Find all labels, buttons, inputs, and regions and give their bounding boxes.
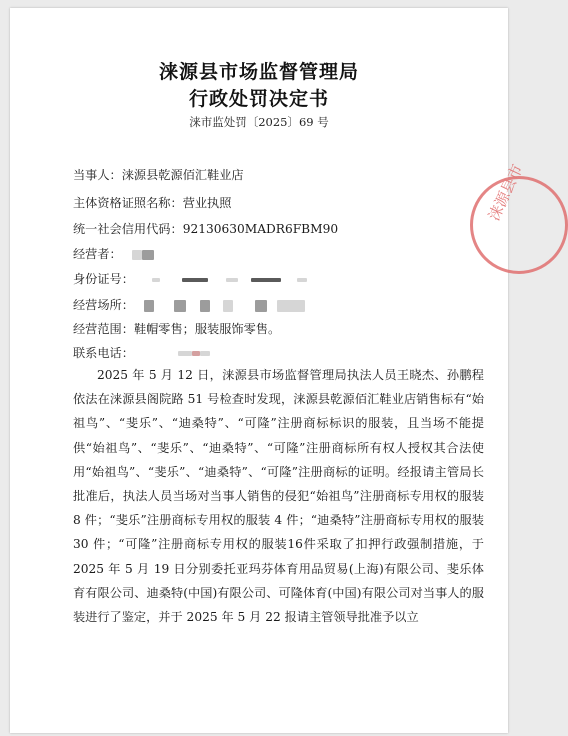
id-number-label: 身份证号： [73, 272, 134, 286]
phone-row [73, 344, 210, 361]
party-name-row [73, 166, 244, 183]
business-scope-row [73, 320, 280, 337]
agency-title: 涞源县市场监督管理局 [158, 61, 359, 83]
document-type-title: 行政处罚决定书 [188, 88, 329, 110]
document-number: 涞市监处罚〔2025〕69 号 [189, 115, 329, 129]
redaction-mark [251, 278, 281, 282]
credit-code-label: 统一社会信用代码： [73, 222, 183, 236]
operator-label: 经营者： [73, 247, 122, 261]
case-description-paragraph: 2025 年 5 月 12 日，涞源县市场监督管理局执法人员王晓杰、孙鹏程依法在涞源县阁院路 51 号检查时发现，涞源县乾源佰汇鞋业店销售标有“始祖鸟”、“斐乐”、“迪桑特”、“可隆”注册商标标识的服装，且当场不能提供“始祖鸟”、“斐乐”、“迪桑特”、“可隆”注册商标所有权人授权其合法使用“始祖鸟”、“斐乐”、“迪桑特”、“可隆”注册商标的证明。经报请主管局长批准后，执法人员当场对当事人销售的侵犯“始祖鸟”注册商标专用权的服装 8 件；“斐乐”注册商标专用权的服装 4 件；“迪桑特”注册商标专用权的服装 30 件；“可隆”注册商标专用权的服装16件采取了扣押行政强制措施，于 2025 年 5 月 19 日分别委托亚玛芬体育用品贸易(上海)有限公司、斐乐体育有限公司、迪桑特(中国)有限公司、可隆体育(中国)有限公司对当事人的服装进行了鉴定，并于 2025 年 5 月 22 报请主管领导批准予以立 [73, 368, 484, 625]
redaction-mark [277, 300, 305, 312]
redaction-mark [255, 300, 267, 312]
redaction-mark [142, 250, 154, 260]
party-name-value: 涞源县乾源佰汇鞋业店 [121, 168, 244, 182]
operator-row [73, 245, 154, 262]
redaction-mark [226, 278, 238, 282]
business-scope-label: 经营范围： [73, 322, 134, 336]
certificate-row [73, 194, 231, 211]
redaction-mark [174, 300, 186, 312]
credit-code-row [73, 220, 338, 237]
redaction-mark [182, 278, 208, 282]
business-address-label: 经营场所： [73, 298, 134, 312]
redaction-mark [223, 300, 233, 312]
redaction-mark [192, 351, 200, 356]
document-page [10, 8, 527, 733]
seal-text: 涞源县市 [484, 161, 527, 224]
redaction-mark [132, 250, 142, 260]
credit-code-value: 92130630MADR6FBM90 [182, 222, 339, 236]
redaction-mark [200, 351, 210, 356]
business-address-row [73, 296, 305, 313]
certificate-label: 主体资格证照名称： [73, 196, 183, 210]
redaction-mark [200, 300, 210, 312]
party-name-label: 当事人： [73, 168, 122, 182]
official-seal [470, 161, 568, 274]
redaction-mark [152, 278, 160, 282]
redaction-mark [144, 300, 154, 312]
id-number-row [73, 270, 307, 287]
business-scope-value: 鞋帽零售；服装服饰零售。 [133, 322, 281, 336]
redaction-mark [297, 278, 307, 282]
certificate-value: 营业执照 [182, 196, 232, 210]
redaction-mark [178, 351, 192, 356]
phone-label: 联系电话： [73, 346, 134, 360]
